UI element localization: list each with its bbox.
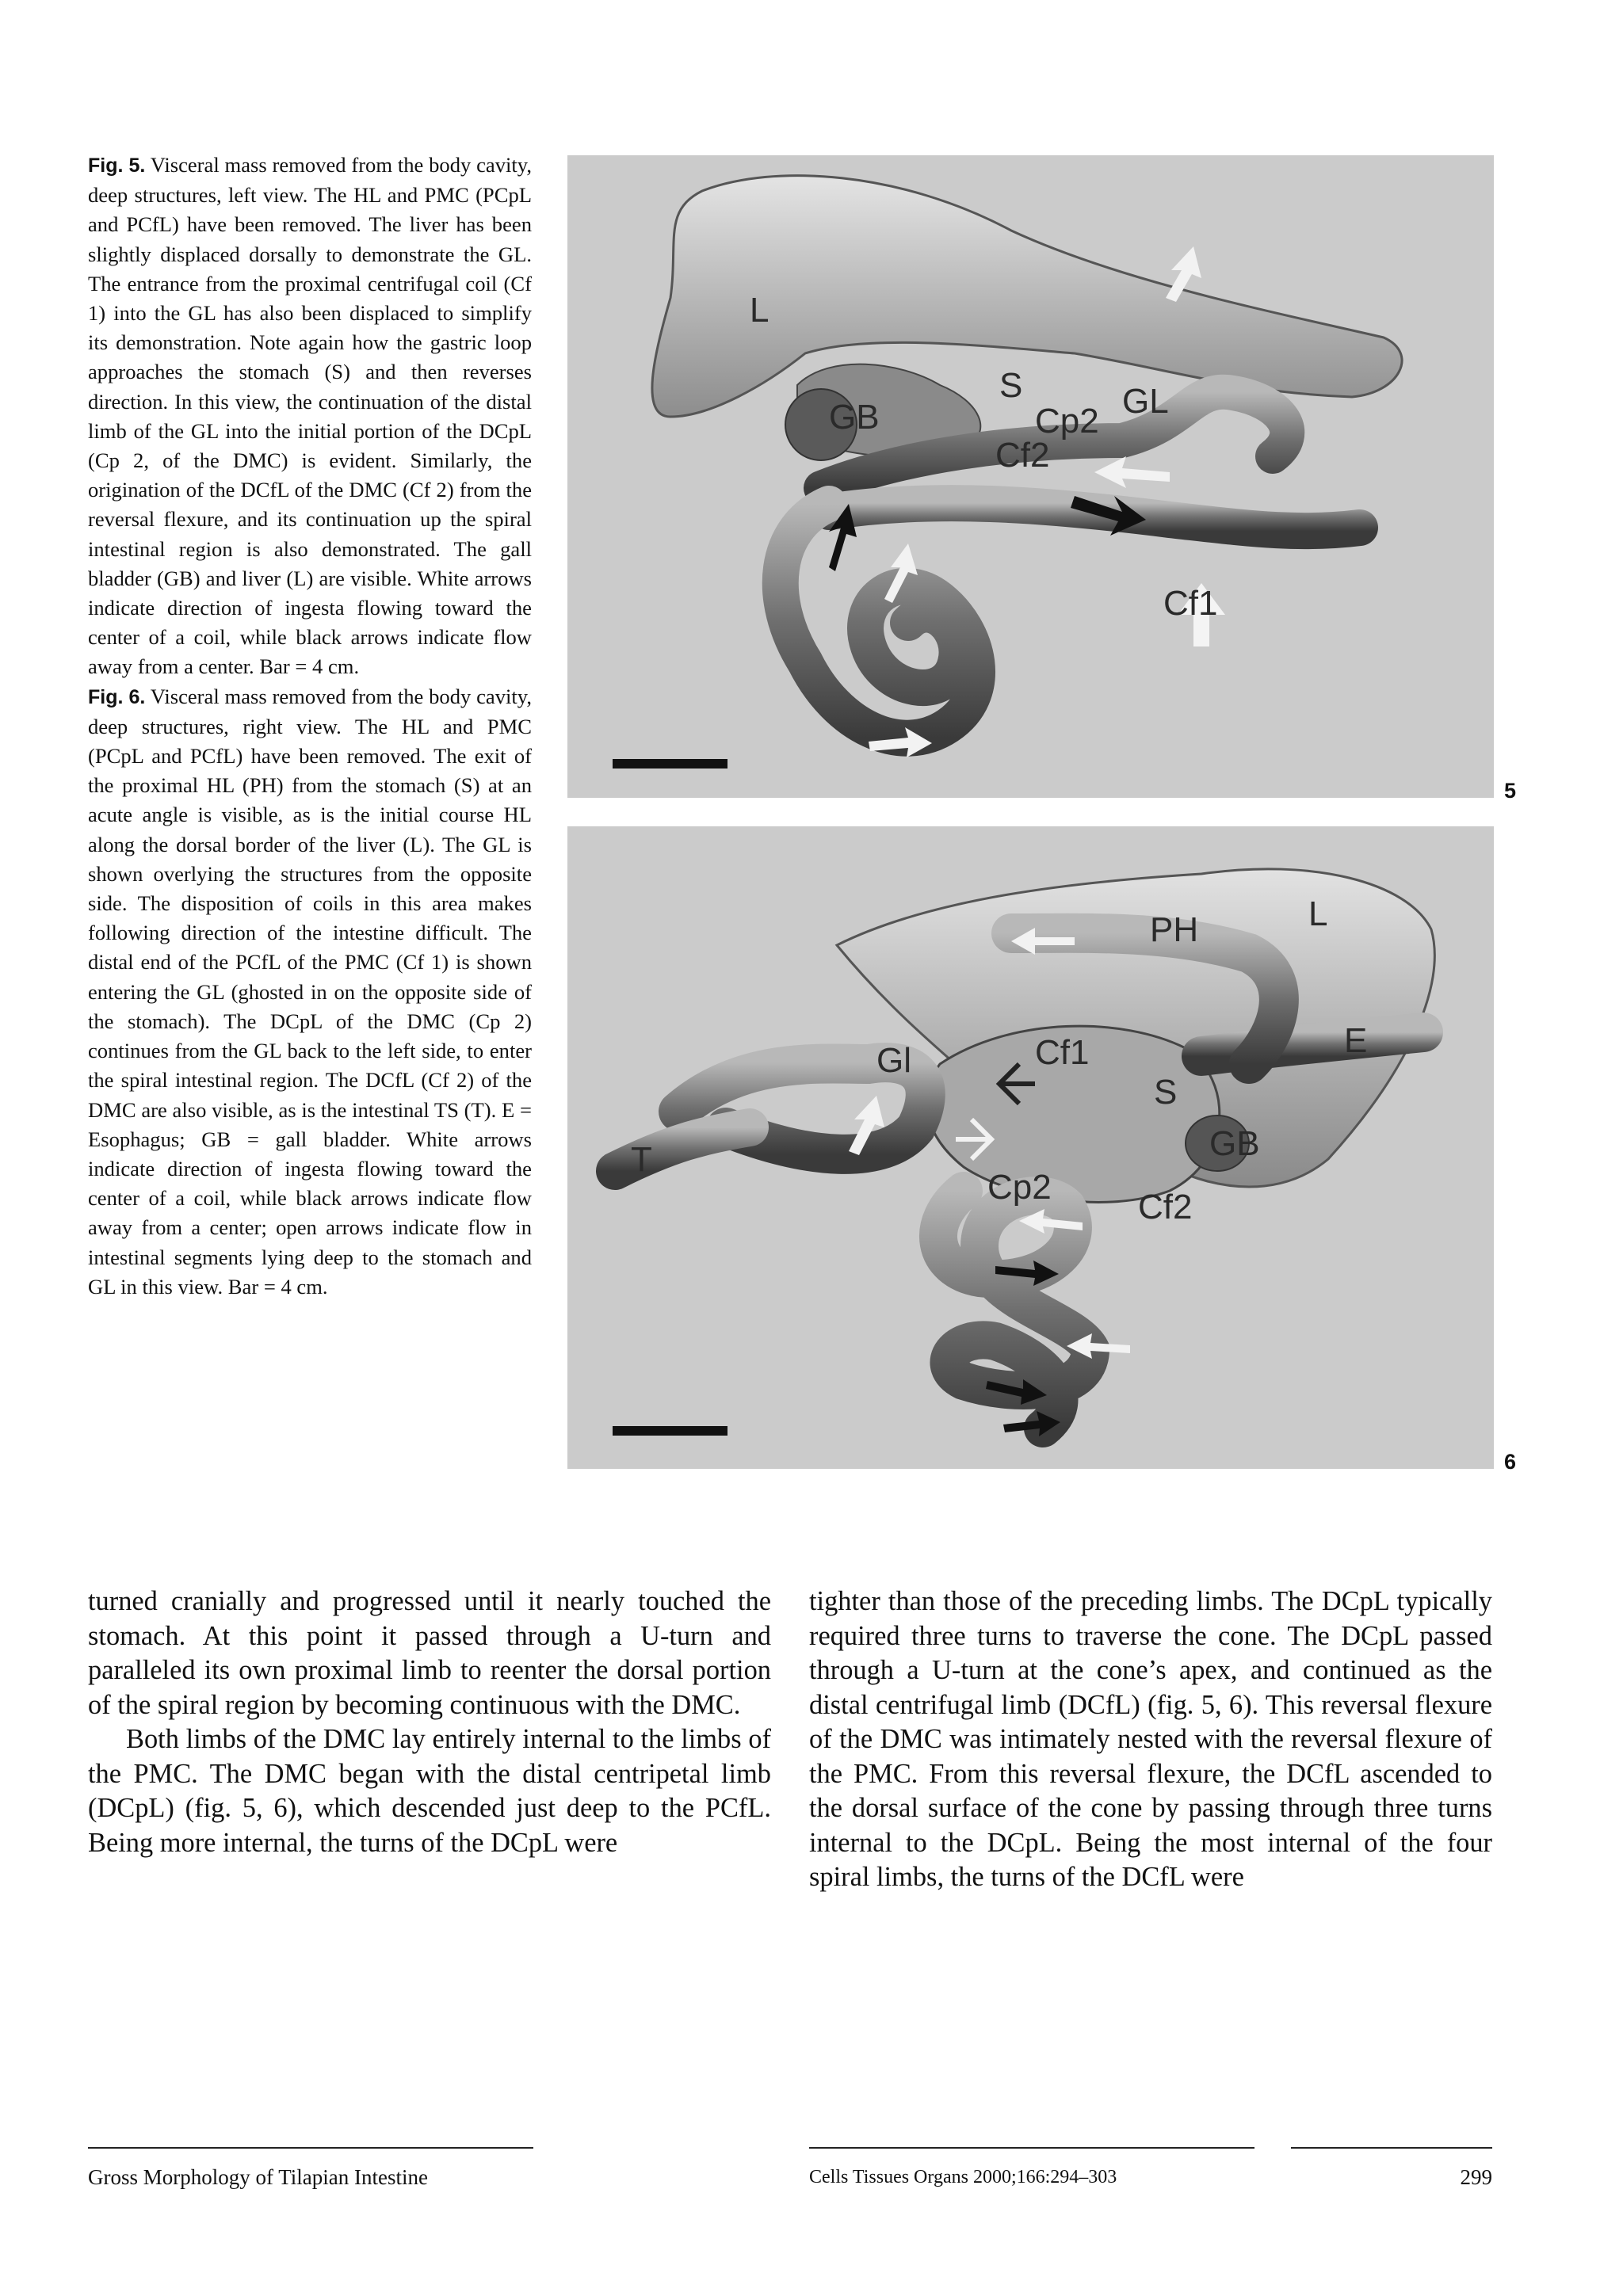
body-column-right xyxy=(809,1585,1492,1895)
figure-6-illustration xyxy=(567,826,1494,1469)
label-S: S xyxy=(1154,1073,1178,1112)
footer-rule xyxy=(809,2147,1254,2149)
caption-fig6-label: Fig. 6. xyxy=(88,685,146,708)
figure-6-number: 6 xyxy=(1504,1450,1517,1474)
scale-bar xyxy=(613,1426,727,1436)
label-GL: GL xyxy=(1122,382,1169,421)
label-E: E xyxy=(1344,1021,1368,1060)
figure-6-drawing xyxy=(567,826,1494,1469)
label-L: L xyxy=(1308,894,1328,933)
figure-5-drawing xyxy=(567,155,1494,798)
caption-fig5-label: Fig. 5. xyxy=(88,154,146,177)
page-number: 299 xyxy=(1460,2165,1492,2189)
label-Gl: Gl xyxy=(876,1041,911,1080)
body-paragraph: tighter than those of the preceding limbs. The DCpL typically required three turns to traverse the cone. The DCpL passed through a U-turn at the cone’s apex, and continued as the distal centrifugal limb (DCfL) (fig. 5, 6). This reversal flexure of the DMC was intimately nested with the reversal flexure of the PMC. From this reversal flexure, the DCfL ascended to the dorsal surface of the cone by passing through three turns internal to the DCpL. Being the most internal of the four spiral limbs, the turns of the DCfL were xyxy=(809,1586,1492,1892)
caption-fig6-text: Visceral mass removed from the body cavity, deep structures, right view. The HL and PMC (PCpL and PCfL) have been removed. The exit of the proximal HL (PH) from the stomach (S) at an acute angle is visible, as is the initial course HL along the dorsal border of the liver (L). The GL is shown overlying the structures from the opposite side. The disposition of coils in this area makes following direction of the intestine difficult. The distal end of the PCfL of the PMC (Cf 1) is shown entering the GL (ghosted in on the opposite side of the stomach). The DCpL of the DMC (Cp 2) continues from the GL back to the left side, to enter the spiral intestinal region. The DCfL (Cf 2) of the DMC are also visible, as is the intestinal TS (T). E = Esophagus; GB = gall bladder. White arrows indicate direction of ingesta flowing toward the center of a coil, while black arrows indicate flow away from a center; open arrows indicate flow in intestinal segments lying deep to the stomach and GL in this view. Bar = 4 cm. xyxy=(88,684,533,1299)
label-Cp2: Cp2 xyxy=(1035,402,1099,441)
figure-captions xyxy=(88,151,532,1302)
label-T: T xyxy=(631,1140,652,1179)
footer-rule xyxy=(88,2147,533,2149)
label-GB: GB xyxy=(1209,1124,1260,1163)
body-column-left xyxy=(88,1585,771,1860)
figure-5-number: 5 xyxy=(1504,779,1517,803)
label-L: L xyxy=(750,291,769,330)
scale-bar xyxy=(613,759,727,769)
running-title: Gross Morphology of Tilapian Intestine xyxy=(88,2165,428,2189)
journal-citation: Cells Tissues Organs 2000;166:294–303 xyxy=(809,2167,1117,2187)
label-Cf1: Cf1 xyxy=(1035,1033,1090,1072)
label-Cp2: Cp2 xyxy=(987,1168,1052,1207)
figure-5-illustration xyxy=(567,155,1494,798)
caption-fig5 xyxy=(88,151,532,682)
label-Cf2: Cf2 xyxy=(995,436,1050,475)
body-paragraph: Both limbs of the DMC lay entirely internal to the limbs of the PMC. The DMC began with the distal centripetal limb (DCpL) (fig. 5, 6), which descended just deep to the PCfL. Being more internal, the turns of the DCpL were xyxy=(88,1724,771,1858)
label-PH: PH xyxy=(1150,910,1199,949)
label-Cf2: Cf2 xyxy=(1138,1188,1193,1226)
label-Cf1: Cf1 xyxy=(1163,584,1218,623)
caption-fig5-text: Visceral mass removed from the body cavity, deep structures, left view. The HL and PMC (PCpL and PCfL) have been removed. The liver has been slightly displaced dorsally to demonstrate the GL. The entrance from the proximal centrifugal coil (Cf 1) into the GL has also been displaced to simplify its demonstration. Note again how the gastric loop approaches the stomach (S) and then reverses direction. In this view, the continuation of the distal limb of the GL into the initial portion of the DCpL (Cp 2, of the DMC) is evident. Similarly, the origination of the DCfL of the DMC (Cf 2) from the reversal flexure, and its continuation up the spiral intestinal region is also demonstrated. The gall bladder (GB) and liver (L) are visible. White arrows indicate direction of ingesta flowing toward the center of a coil, while black arrows indicate flow away from a center. Bar = 4 cm. xyxy=(88,153,533,679)
white-arrow xyxy=(1094,456,1170,488)
body-paragraph: turned cranially and progressed until it nearly touched the stomach. At this point it passed through a U-turn and paralleled its own proximal limb to reenter the dorsal portion of the spiral region by becoming continuous with the DMC. xyxy=(88,1586,771,1720)
label-S: S xyxy=(999,366,1023,405)
footer-rule xyxy=(1291,2147,1492,2149)
caption-fig6 xyxy=(88,682,532,1302)
spiral-coils xyxy=(781,504,977,738)
label-GB: GB xyxy=(829,398,880,437)
